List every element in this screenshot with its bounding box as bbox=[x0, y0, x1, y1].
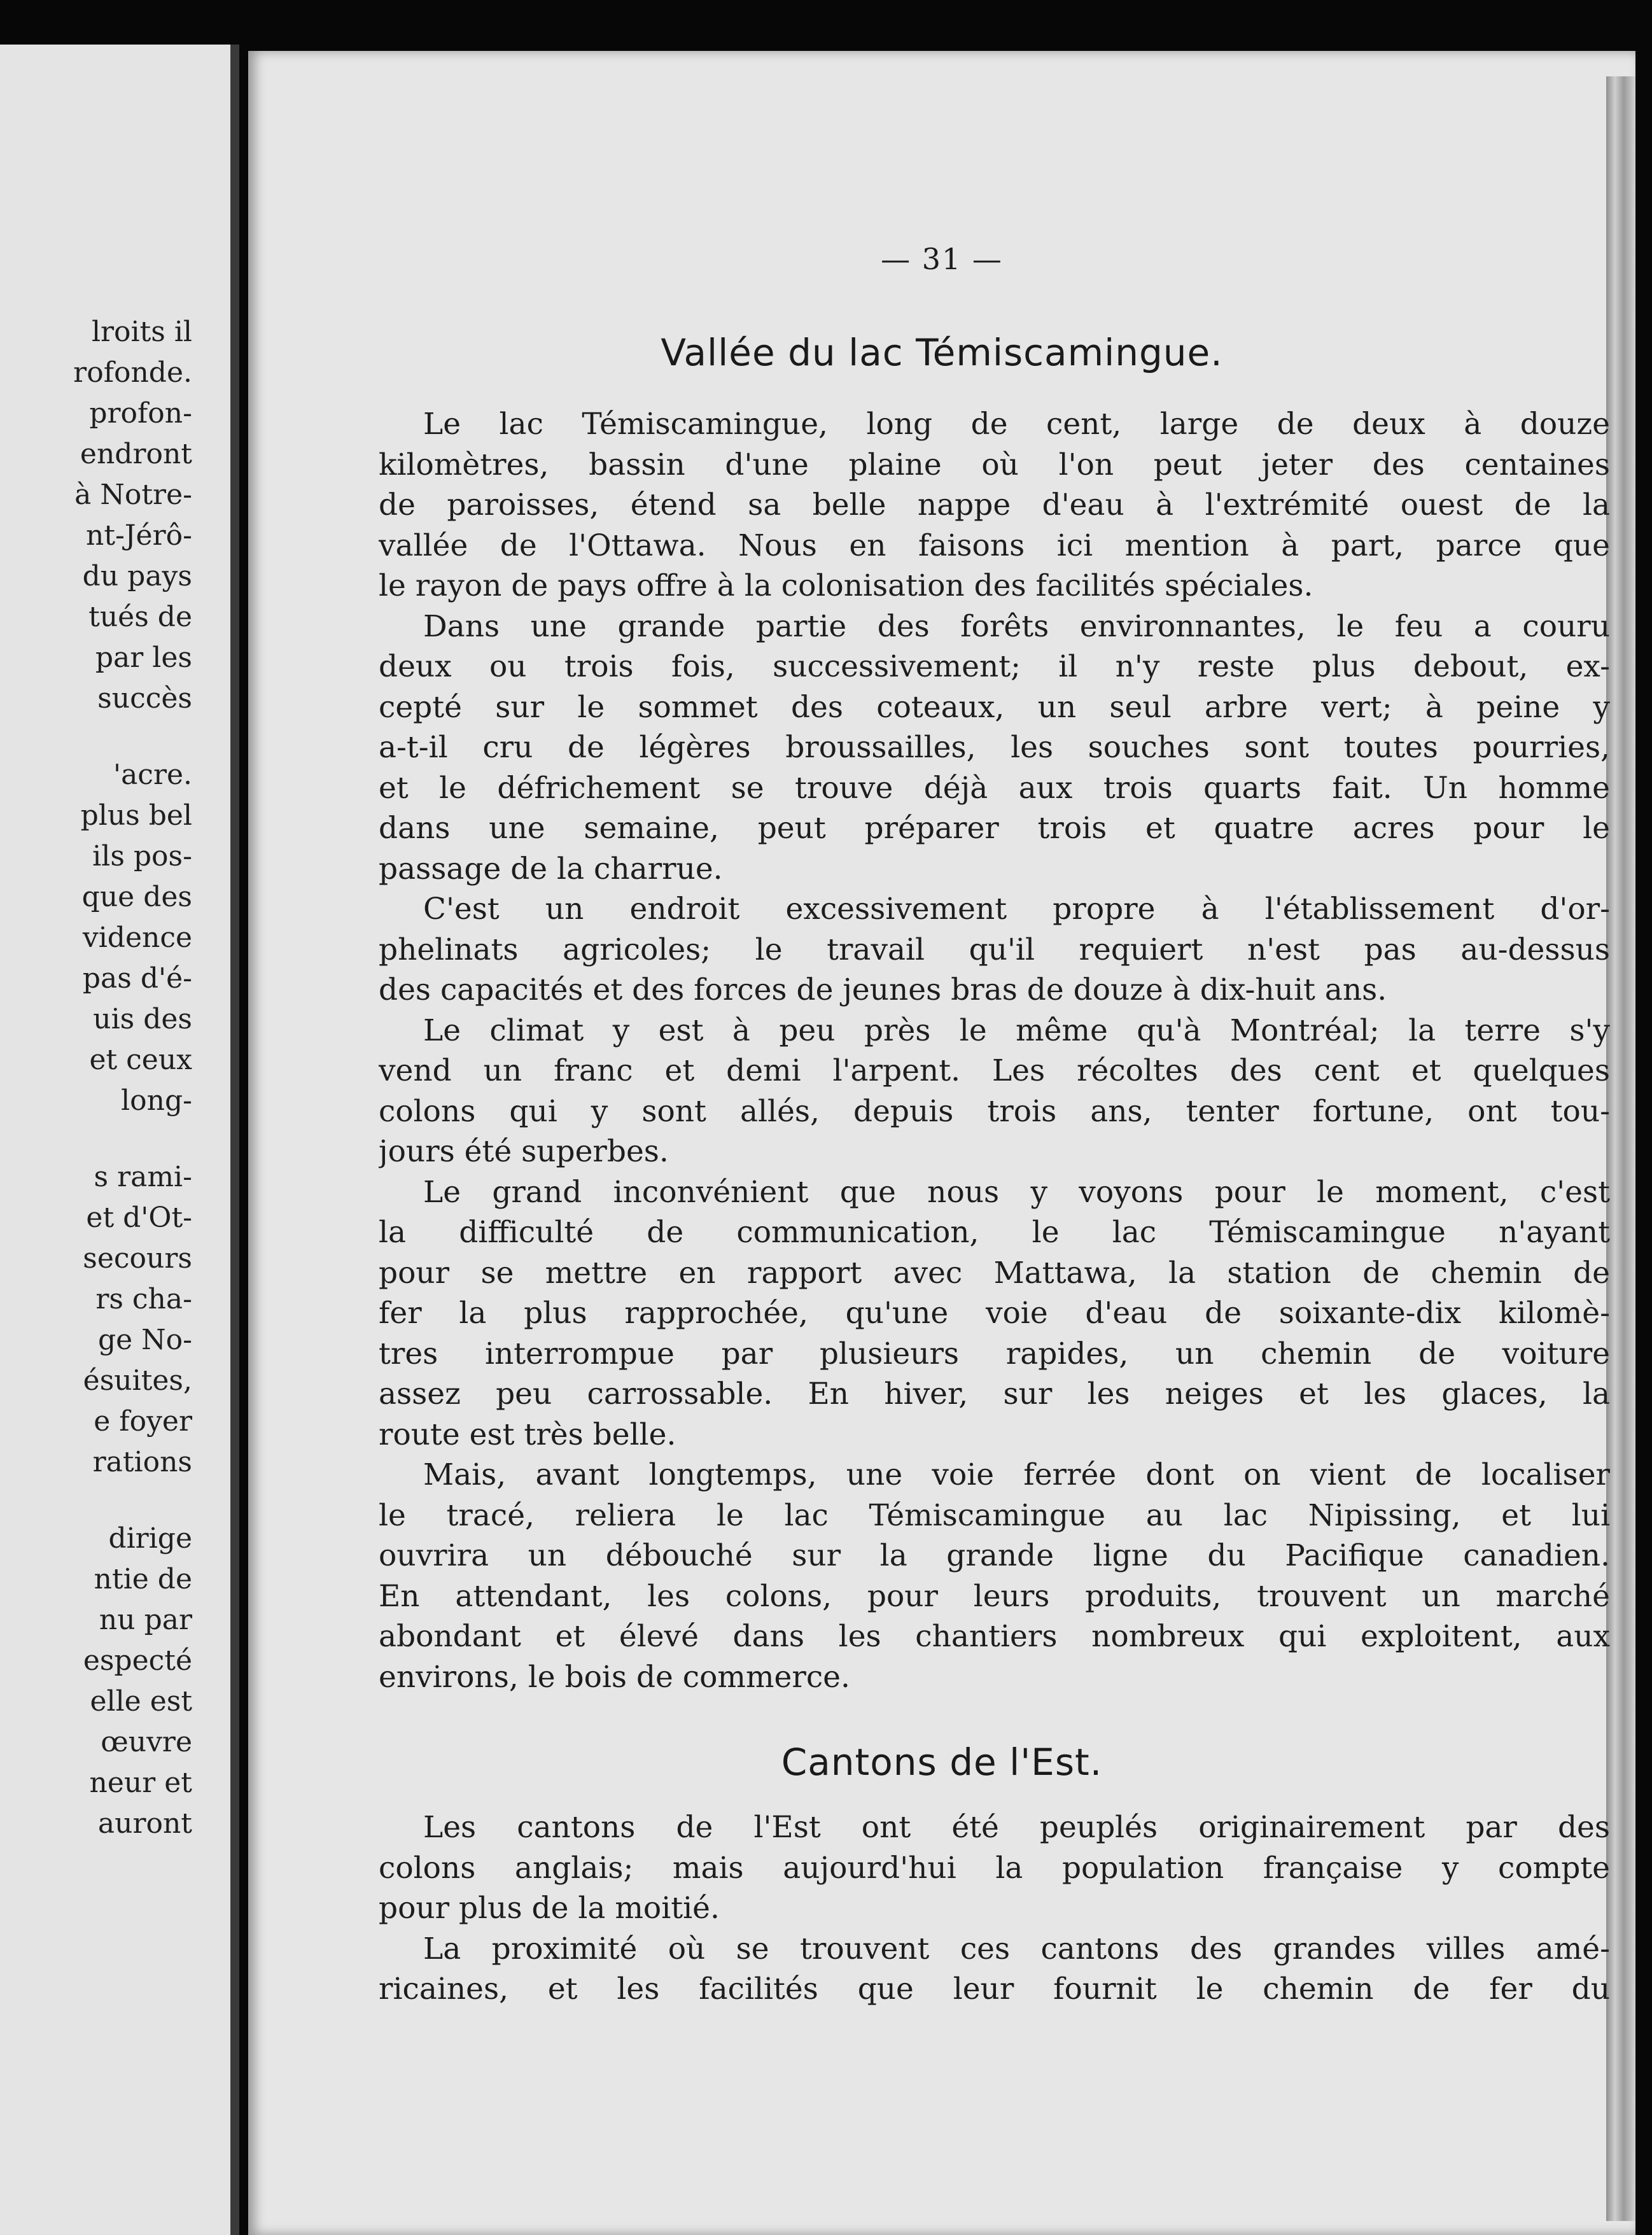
left-page-line-fragment: ils pos- bbox=[92, 840, 192, 872]
left-page-line-fragment: secours bbox=[83, 1242, 192, 1275]
text-line: assez peu carrossable. En hiver, sur les neiges et les glaces, la bbox=[379, 1377, 1610, 1412]
page-31 bbox=[248, 51, 1635, 2235]
left-page-line-fragment: rations bbox=[92, 1446, 192, 1478]
left-page-line-fragment: nu par bbox=[99, 1604, 192, 1636]
text-line: La proximité où se trouvent ces cantons des grandes villes amé- bbox=[423, 1931, 1610, 1966]
left-page-line-fragment: neur et bbox=[89, 1767, 192, 1799]
text-line: la difficulté de communication, le lac Témiscamingue n'ayant bbox=[379, 1215, 1610, 1250]
left-page-line-fragment: vidence bbox=[82, 921, 192, 954]
left-page-line-fragment: pas d'é- bbox=[82, 962, 192, 995]
left-page-line-fragment: et d'Ot- bbox=[86, 1202, 192, 1234]
text-line: Le climat y est à peu près le même qu'à Montréal; la terre s'y bbox=[423, 1012, 1610, 1048]
left-page-line-fragment: uis des bbox=[93, 1003, 192, 1035]
left-page-line-fragment: à Notre- bbox=[74, 479, 192, 511]
text-line: pour se mettre en rapport avec Mattawa, la station de chemin de bbox=[379, 1255, 1610, 1291]
left-page-line-fragment: ésuites, bbox=[83, 1364, 192, 1397]
left-page-line-fragment: auront bbox=[97, 1807, 192, 1840]
text-line: jours été superbes. bbox=[379, 1134, 669, 1169]
text-line: colons qui y sont allés, depuis trois ans, tenter fortune, ont tou- bbox=[379, 1093, 1610, 1129]
left-page-line-fragment: rs cha- bbox=[95, 1283, 192, 1315]
text-line: a-t-il cru de légères broussailles, les souches sont toutes pourries, bbox=[379, 730, 1610, 765]
paragraph-gap bbox=[0, 719, 192, 755]
left-page-line-fragment: profon- bbox=[89, 397, 192, 430]
section-body-temiscamingue bbox=[379, 404, 1610, 1697]
text-line: et le défrichement se trouve déjà aux trois quarts fait. Un homme bbox=[379, 770, 1610, 806]
text-line: kilomètres, bassin d'une plaine où l'on peut jeter des centaines bbox=[379, 447, 1610, 482]
left-page-line-fragment: ge No- bbox=[97, 1324, 192, 1356]
left-page-line-fragment: dirige bbox=[108, 1522, 192, 1555]
left-page-text-fragments bbox=[0, 312, 192, 1844]
section-title-cantons-est: Cantons de l'Est. bbox=[781, 1741, 1103, 1784]
text-line: colons anglais; mais aujourd'hui la population française y compte bbox=[379, 1850, 1610, 1886]
text-line: Le grand inconvénient que nous y voyons pour le moment, c'est bbox=[423, 1174, 1610, 1210]
text-line: cepté sur le sommet des coteaux, un seul arbre vert; à peine y bbox=[379, 689, 1610, 725]
text-line: pour plus de la moitié. bbox=[379, 1891, 720, 1926]
left-page-line-fragment: par les bbox=[95, 641, 192, 674]
left-page-line-fragment: œuvre bbox=[101, 1726, 192, 1758]
left-page-line-fragment: succès bbox=[97, 682, 192, 715]
text-line: ricaines, et les facilités que leur fournit le chemin de fer du bbox=[379, 1972, 1610, 2007]
section-body-cantons-est bbox=[379, 1807, 1610, 2010]
text-line: Les cantons de l'Est ont été peuplés originairement par des bbox=[423, 1810, 1610, 1845]
text-line: C'est un endroit excessivement propre à l'établissement d'or- bbox=[423, 892, 1610, 927]
text-line: deux ou trois fois, successivement; il n'y reste plus debout, ex- bbox=[379, 649, 1610, 684]
paragraph-gap bbox=[0, 1483, 192, 1518]
text-line: de paroisses, étend sa belle nappe d'eau à l'extrémité ouest de la bbox=[379, 487, 1610, 522]
left-page-line-fragment: nt-Jérô- bbox=[86, 519, 192, 552]
text-line: Dans une grande partie des forêts environnantes, le feu a couru bbox=[423, 608, 1610, 644]
left-page-line-fragment: plus bel bbox=[80, 799, 192, 832]
text-line: fer la plus rapprochée, qu'une voie d'eau de soixante-dix kilomè- bbox=[379, 1296, 1610, 1331]
left-page-line-fragment: e foyer bbox=[94, 1405, 192, 1438]
text-line: tres interrompue par plusieurs rapides, un chemin de voiture bbox=[379, 1336, 1610, 1371]
left-page-line-fragment: 'acre. bbox=[113, 759, 192, 791]
text-line: phelinats agricoles; le travail qu'il requiert n'est pas au-dessus bbox=[379, 932, 1610, 967]
text-line: route est très belle. bbox=[379, 1417, 676, 1452]
left-page-line-fragment: long- bbox=[121, 1084, 192, 1117]
text-line: le rayon de pays offre à la colonisation des facilités spéciales. bbox=[379, 568, 1313, 603]
text-line: vend un franc et demi l'arpent. Les récoltes des cent et quelques bbox=[379, 1053, 1610, 1088]
text-line: passage de la charrue. bbox=[379, 851, 723, 886]
left-page-line-fragment: elle est bbox=[90, 1685, 192, 1718]
left-page-line-fragment: ntie de bbox=[94, 1563, 192, 1595]
page-number: — 31 — bbox=[881, 242, 1003, 276]
text-line: abondant et élevé dans les chantiers nombreux qui exploitent, aux bbox=[379, 1619, 1610, 1654]
text-line: le tracé, reliera le lac Témiscamingue au lac Nipissing, et lui bbox=[379, 1497, 1610, 1533]
text-line: dans une semaine, peut préparer trois et quatre acres pour le bbox=[379, 811, 1610, 846]
paragraph-gap bbox=[0, 1121, 192, 1157]
left-page-line-fragment: tués de bbox=[88, 601, 192, 633]
left-page-line-fragment: especté bbox=[83, 1644, 192, 1677]
left-page-line-fragment: s rami- bbox=[94, 1161, 192, 1193]
left-page-line-fragment: et ceux bbox=[89, 1044, 192, 1076]
text-line: Mais, avant longtemps, une voie ferrée dont on vient de localiser bbox=[423, 1457, 1610, 1492]
text-line: vallée de l'Ottawa. Nous en faisons ici mention à part, parce que bbox=[379, 528, 1610, 563]
text-line: En attendant, les colons, pour leurs produits, trouvent un marché bbox=[379, 1578, 1610, 1614]
left-page-line-fragment: rofonde. bbox=[73, 356, 192, 389]
text-line: environs, le bois de commerce. bbox=[379, 1659, 850, 1695]
left-facing-page bbox=[0, 45, 239, 2235]
text-line: des capacités et des forces de jeunes bras de douze à dix-huit ans. bbox=[379, 972, 1387, 1007]
left-page-line-fragment: lroits il bbox=[91, 316, 192, 348]
text-line: Le lac Témiscamingue, long de cent, large de deux à douze bbox=[423, 407, 1610, 442]
left-page-line-fragment: que des bbox=[81, 881, 192, 913]
section-title-temiscamingue: Vallée du lac Témiscamingue. bbox=[661, 331, 1223, 374]
left-page-line-fragment: du pays bbox=[82, 560, 192, 592]
page-edge-shadow bbox=[1606, 76, 1635, 2221]
left-page-line-fragment: endront bbox=[80, 438, 192, 470]
text-line: ouvrira un débouché sur la grande ligne du Pacifique canadien. bbox=[379, 1538, 1610, 1573]
